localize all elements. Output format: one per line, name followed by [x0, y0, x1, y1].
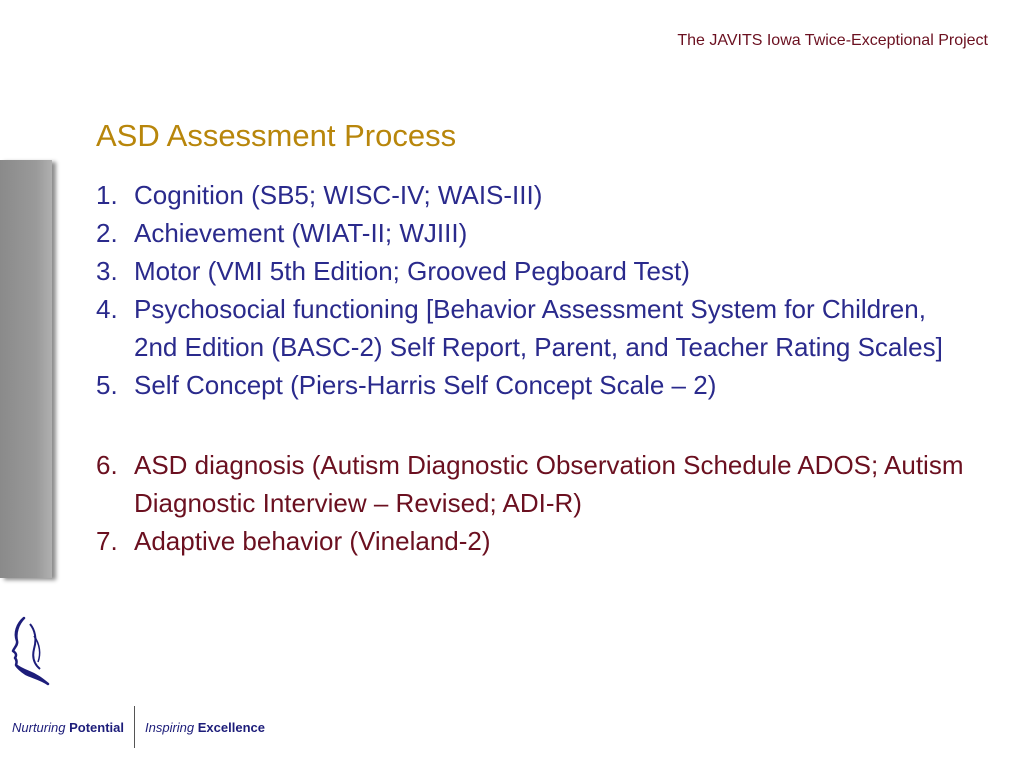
- list-item-text: Self Concept (Piers-Harris Self Concept Scale – 2): [134, 370, 717, 400]
- list-item: [96, 522, 976, 560]
- slide-title: ASD Assessment Process: [96, 118, 457, 153]
- list-item-number: 4.: [96, 294, 118, 324]
- footer-divider: [134, 706, 135, 748]
- list-item-number: 2.: [96, 218, 118, 248]
- project-title: The JAVITS Iowa Twice-Exceptional Project: [677, 32, 988, 49]
- tagline-inspiring-excellence: [145, 720, 265, 735]
- tagline-inspiring: Inspiring: [145, 719, 195, 735]
- left-decorative-bar: [0, 160, 52, 578]
- tagline-excellence: Excellence: [197, 719, 265, 735]
- list-item: [96, 446, 976, 522]
- list-item-number: 1.: [96, 180, 118, 210]
- face-profile-logo-icon: [4, 614, 52, 686]
- list-item-text: Cognition (SB5; WISC-IV; WAIS-III): [134, 180, 543, 210]
- list-item-number: 5.: [96, 370, 118, 400]
- list-item-number: 6.: [96, 450, 118, 480]
- list-item: [96, 366, 976, 404]
- list-item: [96, 252, 976, 290]
- list-spacer: [96, 404, 976, 446]
- list-item: [96, 176, 976, 214]
- list-item-text: Motor (VMI 5th Edition; Grooved Pegboard Test): [134, 256, 690, 286]
- list-item-text: Psychosocial functioning [Behavior Assessment System for Children, 2nd Edition (BASC-2) Self Report, Parent, and Teacher Rating Scales]: [134, 294, 943, 362]
- tagline-nurturing: Nurturing: [12, 719, 66, 735]
- list-item-text: Adaptive behavior (Vineland-2): [134, 526, 491, 556]
- list-item: [96, 290, 976, 366]
- tagline-nurturing-potential: [12, 720, 124, 735]
- list-item-text: Achievement (WIAT-II; WJIII): [134, 218, 468, 248]
- footer-tagline: [12, 706, 265, 748]
- list-item-number: 7.: [96, 526, 118, 556]
- list-item-number: 3.: [96, 256, 118, 286]
- list-item-text: ASD diagnosis (Autism Diagnostic Observation Schedule ADOS; Autism Diagnostic Interview – Revised; ADI-R): [134, 450, 964, 518]
- list-item: [96, 214, 976, 252]
- tagline-potential: Potential: [69, 719, 124, 735]
- assessment-list: [96, 176, 976, 560]
